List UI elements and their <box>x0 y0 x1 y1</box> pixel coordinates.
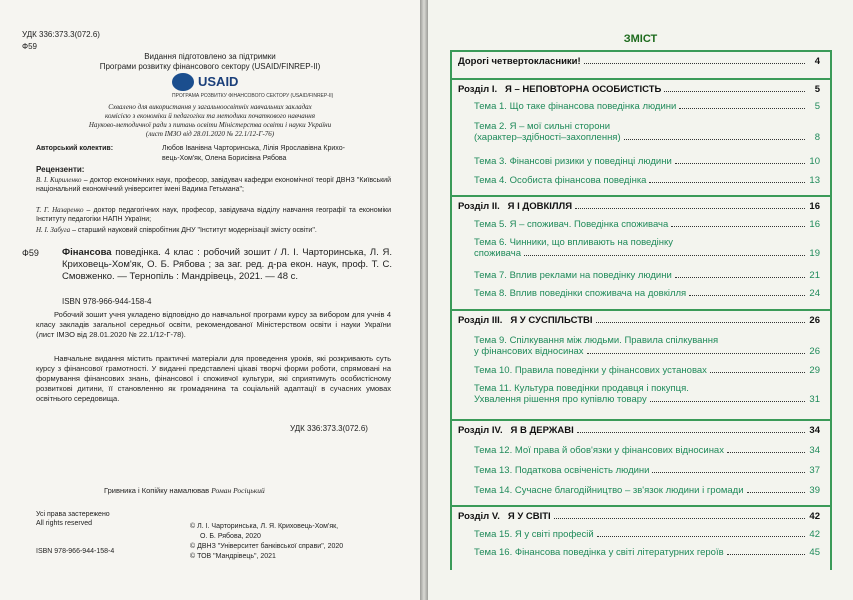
toc-theme-row <box>474 445 820 456</box>
toc-entry-text: Тема 15. Я у світі професій <box>474 529 594 540</box>
toc-entry-text-cont: (характер–здібності–захоплення) <box>474 132 621 143</box>
toc-page-number: 42 <box>809 529 820 540</box>
toc-entry-text: Тема 1. Що таке фінансова поведінка людини <box>474 101 677 112</box>
toc-left-border <box>450 50 452 570</box>
toc-theme-row <box>474 383 820 405</box>
toc-intro-row <box>458 56 820 67</box>
toc-page-number: 16 <box>809 201 820 212</box>
toc-entry-text: Розділ IV. Я В ДЕРЖАВІ <box>458 425 574 436</box>
toc-entry-text: Розділ ІІ. Я І ДОВКІЛЛЯ <box>458 201 573 212</box>
isbn-bottom: ISBN 978-966-944-158-4 <box>36 548 115 555</box>
toc-entry-text: Тема 6. Чинники, що впливають на поведінку <box>474 237 674 248</box>
toc-entry-text: Тема 3. Фінансові ризики у поведінці людини <box>474 156 672 167</box>
description-para-1: Робочий зошит учня укладено відповідно до навчальної програми курсу за вибором для учнів 4 класу закладів загальної середньої освіти, рекомендованої Міністерством освіти і науки України (лист ІМЗО від 28.01.2020 № 22.1/12-Г-78). <box>36 310 391 339</box>
toc-entry-text: Розділ І. Я – НЕПОВТОРНА ОСОБИСТІСТЬ <box>458 84 662 95</box>
toc-leader-dots <box>554 518 805 519</box>
toc-leader-dots <box>597 536 805 537</box>
prepared-note: Видання підготовлено за підтримки <box>144 52 276 61</box>
toc-entry-text: Тема 2. Я – мої сильні сторони <box>474 121 611 132</box>
toc-theme-row <box>474 547 820 558</box>
rights-ua: Усі права застережено <box>36 511 110 518</box>
toc-page-number: 19 <box>809 248 820 259</box>
toc-leader-dots <box>584 63 805 64</box>
toc-page-number: 37 <box>809 465 820 476</box>
approval-line-4: (лист ІМЗО від 28.01.2020 № 22.1/12-Г-76) <box>145 130 275 138</box>
toc-entry-text: Розділ V. Я У СВІТІ <box>458 511 551 522</box>
toc-theme-row <box>474 219 820 230</box>
toc-leader-dots <box>524 255 805 256</box>
toc-section-row <box>458 425 820 436</box>
toc-title: ЗМІСТ <box>623 33 658 45</box>
toc-page-number: 29 <box>809 365 820 376</box>
toc-leader-dots <box>675 277 805 278</box>
toc-page-number: 4 <box>814 56 820 67</box>
toc-theme-row <box>474 529 820 540</box>
toc-entry-text: Тема 12. Мої права й обов'язки у фінансових відносинах <box>474 445 724 456</box>
toc-theme-row <box>474 288 820 299</box>
toc-leader-dots <box>675 163 805 164</box>
toc-theme-row <box>474 121 820 143</box>
usaid-logo: USAID <box>198 74 239 89</box>
toc-page-number: 34 <box>809 445 820 456</box>
approval-line-2: комісією з економіки й педагогіки та методики початкового навчання <box>105 112 315 120</box>
toc-entry-text: Тема 14. Сучасне благодійництво – зв'язок людини і громади <box>474 485 744 496</box>
toc-theme-row <box>474 485 820 496</box>
biblio-code: Ф59 <box>22 248 39 258</box>
toc-page-number: 21 <box>809 270 820 281</box>
authors-line-2: вець-Хом'як, Олена Борисівна Рябова <box>162 155 287 162</box>
toc-page-number: 16 <box>809 219 820 230</box>
toc-page-number: 26 <box>809 346 820 357</box>
authors-label: Авторський колектив: <box>36 145 114 152</box>
toc-page-number: 13 <box>809 175 820 186</box>
toc-theme-row <box>474 175 820 186</box>
book-gutter <box>420 0 428 600</box>
toc-entry-text: Тема 4. Особиста фінансова поведінка <box>474 175 647 186</box>
toc-page-number: 42 <box>809 511 820 522</box>
toc-leader-dots <box>679 108 805 109</box>
toc-page-number: 24 <box>809 288 820 299</box>
toc-theme-row <box>474 270 820 281</box>
udk-top: УДК 336:373.3(072.6) <box>22 30 100 39</box>
toc-leader-dots <box>710 372 805 373</box>
toc-leader-dots <box>624 139 805 140</box>
toc-leader-dots <box>727 452 805 453</box>
toc-leader-dots <box>649 182 805 183</box>
toc-page-number: 34 <box>809 425 820 436</box>
toc-rule-4 <box>450 419 830 421</box>
copyright-1: © Л. І. Чарторинська, Л. Я. Криховець-Хом'як, <box>190 523 339 530</box>
toc-entry-text: Дорогі четвертокласники! <box>458 56 581 67</box>
toc-section-row <box>458 84 820 95</box>
toc-leader-dots <box>650 401 805 402</box>
contents-page <box>428 0 853 600</box>
toc-leader-dots <box>575 208 805 209</box>
toc-rule-3 <box>450 309 830 311</box>
toc-theme-row <box>474 335 820 357</box>
usaid-seal-icon <box>172 73 194 91</box>
toc-entry-text: Тема 10. Правила поведінки у фінансових установах <box>474 365 707 376</box>
toc-leader-dots <box>664 91 805 92</box>
toc-entry-text: Тема 11. Культура поведінки продавця і покупця. <box>474 383 689 394</box>
toc-rule-2 <box>450 195 830 197</box>
toc-entry-text: Тема 5. Я – споживач. Поведінка споживача <box>474 219 669 230</box>
reviewers-label: Рецензенти: <box>36 165 85 174</box>
toc-page-number: 39 <box>809 485 820 496</box>
toc-entry-text: Тема 13. Податкова освіченість людини <box>474 465 650 476</box>
toc-theme-row <box>474 156 820 167</box>
toc-page-number: 31 <box>809 394 820 405</box>
toc-entry-text: Тема 16. Фінансова поведінка у світі літературних героїв <box>474 547 724 558</box>
toc-right-border <box>830 50 832 570</box>
toc-leader-dots <box>577 432 805 433</box>
toc-section-row <box>458 511 820 522</box>
toc-section-row <box>458 315 820 326</box>
usaid-subtitle: ПРОГРАМА РОЗВИТКУ ФІНАНСОВОГО СЕКТОРУ (USAID/FINREP-II) <box>172 93 334 99</box>
toc-theme-row <box>474 101 820 112</box>
toc-rule-1 <box>450 78 830 80</box>
rights-en: All rights reserved <box>36 520 93 527</box>
toc-entry-text: Розділ ІІІ. Я У СУСПІЛЬСТВІ <box>458 315 593 326</box>
toc-entry-text-cont: у фінансових відносинах <box>474 346 584 357</box>
toc-leader-dots <box>671 226 805 227</box>
isbn-line: ISBN 978-966-944-158-4 <box>62 297 152 306</box>
toc-entry-text: Тема 9. Спілкування між людьми. Правила спілкування <box>474 335 719 346</box>
reviewer-3: Н. І. Забуга – старший науковий співробітник ДНУ "Інститут модернізації змісту освіти". <box>36 226 317 234</box>
biblio-entry: Фінансова поведінка. 4 клас : робочий зошит / Л. І. Чарторинська, Л. Я. Криховець-Хом'як, О. Б. Рябова ; за заг. ред. д-ра екон. наук, проф. Т. С. Смовженко. — Тернопіль : Мандрівець, 2021. — 48 с. <box>62 247 392 282</box>
toc-rule-5 <box>450 505 830 507</box>
reviewer-2: Т. Г. Назаренко – доктор педагогічних наук, професор, завідувача відділу навчання географії та економіки Інституту педагогіки НАПН України; <box>36 206 391 223</box>
catalog-code: Ф59 <box>22 42 37 51</box>
toc-page-number: 26 <box>809 315 820 326</box>
authors-line-1: Любов Іванівна Чарторинська, Лілія Ярославівна Крихо- <box>162 145 345 152</box>
copyright-4: © ТОВ "Мандрівець", 2021 <box>190 553 276 560</box>
toc-theme-row <box>474 365 820 376</box>
toc-page-number: 10 <box>809 156 820 167</box>
approval-line-1: Схвалено для використання у загальноосвітніх навчальних закладах <box>108 103 312 111</box>
approval-line-3: Науково-методичної ради з питань освіти Міністерства освіти і науки України <box>88 121 332 129</box>
toc-page-number: 5 <box>814 84 820 95</box>
toc-page-number: 45 <box>809 547 820 558</box>
toc-entry-text: Тема 7. Вплив реклами на поведінку людини <box>474 270 672 281</box>
toc-leader-dots <box>747 492 805 493</box>
program-note: Програми розвитку фінансового сектору (USAID/FINREP-II) <box>99 62 321 71</box>
toc-rule-intro <box>450 50 830 52</box>
toc-leader-dots <box>587 353 805 354</box>
toc-leader-dots <box>596 322 806 323</box>
udk-bottom: УДК 336:373.3(072.6) <box>290 424 368 433</box>
toc-page-number: 5 <box>814 101 820 112</box>
toc-section-row <box>458 201 820 212</box>
toc-theme-row <box>474 237 820 259</box>
copyright-2: О. Б. Рябова, 2020 <box>200 533 261 540</box>
toc-entry-text-cont: споживача <box>474 248 521 259</box>
reviewer-1: В. І. Кириленко – доктор економічних наук, професор, завідувач кафедри економічної теорії ДВНЗ "Київський національний економічний університет імені Вадима Гетьмана"; <box>36 176 391 193</box>
toc-entry-text: Тема 8. Вплив поведінки споживача на довкілля <box>474 288 687 299</box>
toc-leader-dots <box>652 472 805 473</box>
toc-theme-row <box>474 465 820 476</box>
toc-leader-dots <box>689 295 805 296</box>
toc-page-number: 8 <box>814 132 820 143</box>
imprint-page <box>0 0 420 600</box>
description-para-2: Навчальне видання містить практичні матеріали для проведення уроків, які розкривають суть курсу з фінансової грамотності. У виданні представлені цікаві творчі форми роботи, спрямовані на формування фінансових знань, фінансової і споживчої культури, які сприятимуть особистісному розвиткові дитини, її становленню як громадянина та соціальній адаптації в сучасних умовах освітнього середовища. <box>36 354 391 403</box>
toc-leader-dots <box>727 554 805 555</box>
toc-entry-text-cont: Ухвалення рішення про купівлю товару <box>474 394 647 405</box>
illustrator-credit: Гривника і Копійку намалював Роман Росіцький <box>104 486 265 495</box>
copyright-3: © ДВНЗ "Університет банківської справи", 2020 <box>190 543 344 550</box>
